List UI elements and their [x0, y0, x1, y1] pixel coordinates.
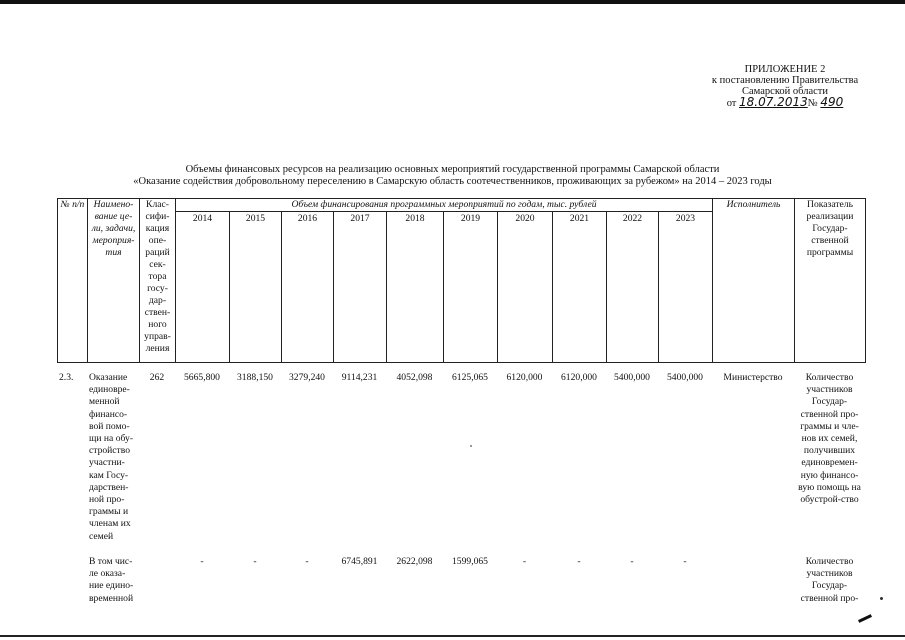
row-value: - — [577, 556, 581, 567]
approval-number-sign: № — [807, 98, 818, 109]
year-header: 2021 — [553, 212, 607, 363]
row-value: 5400,000 — [667, 372, 703, 383]
row-value: 6120,000 — [561, 372, 597, 383]
row-indicator: Количество участников Государ-ственной про-граммы и чле-нов их семей, получивших единовремен-ную финансо-вую помощь на обустрой-ство — [798, 372, 861, 506]
row-executor: Министерство — [723, 372, 783, 383]
approval-date-line — [700, 97, 870, 109]
row-value: - — [253, 556, 257, 567]
pen-mark — [858, 614, 872, 623]
bottom-border-line — [0, 635, 905, 637]
table-row — [57, 372, 865, 552]
row-value: - — [305, 556, 309, 567]
year-header: 2015 — [230, 212, 282, 363]
year-header: 2022 — [607, 212, 659, 363]
year-header: 2018 — [387, 212, 444, 363]
funding-table-body — [57, 372, 865, 605]
title-line-1: Объемы финансовых ресурсов на реализацию основных мероприятий государственной программы Самарской области — [185, 164, 720, 175]
row-name: В том чис-ле оказа-ние едино-временной — [89, 556, 134, 604]
header-class: Клас-сифи-кация опе-раций сек-тора госу-дар-ствен-ного управ-ления — [140, 199, 176, 363]
row-indicator: Количество участников Государ-ственной про- — [800, 556, 859, 604]
document-title — [60, 164, 845, 188]
row-value: - — [200, 556, 204, 567]
row-class — [139, 552, 175, 605]
header-executor: Исполнитель — [713, 199, 795, 363]
row-value: - — [630, 556, 634, 567]
row-value: 3188,150 — [237, 372, 273, 383]
year-header: 2023 — [659, 212, 713, 363]
year-header: 2017 — [334, 212, 387, 363]
approval-number: 490 — [820, 95, 844, 109]
row-num: 2.3. — [59, 372, 74, 383]
row-value: - — [522, 556, 527, 567]
row-value: 3279,240 — [289, 372, 325, 383]
row-value: 6120,000 — [506, 372, 543, 383]
row-class: 262 — [149, 372, 165, 383]
row-value: 6745,891 — [341, 556, 378, 567]
row-num — [57, 552, 87, 605]
year-header: 2020 — [498, 212, 553, 363]
row-value: 4052,098 — [396, 372, 433, 383]
approval-line-2: к постановлению Правительства — [711, 75, 859, 86]
row-value: - — [683, 556, 687, 567]
year-header: 2016 — [282, 212, 334, 363]
row-value: 6125,065 — [452, 372, 488, 383]
scan-speck — [470, 445, 472, 447]
year-header: 2014 — [176, 212, 230, 363]
header-funding: Объем финансирования программных мероприятий по годам, тыс. рублей — [176, 199, 713, 212]
title-line-2: «Оказание содействия добровольному переселению в Самарскую область соотечественников, проживающих за рубежом» на 2014 – 2023 годы — [133, 176, 772, 187]
row-name: Оказание единовре-менной финансо-вой помо-щи на обу-стройство участни-кам Госу-дарствен-ной про-граммы и членам их семей — [89, 372, 134, 542]
row-value: 2622,098 — [396, 556, 433, 567]
year-header: 2019 — [444, 212, 498, 363]
row-value: 5665,800 — [184, 372, 220, 383]
scan-speck — [880, 597, 883, 600]
approval-line-3: Самарской области — [742, 86, 828, 97]
row-value: 5400,000 — [614, 372, 650, 383]
row-executor — [712, 552, 794, 605]
top-border-line — [0, 0, 905, 4]
approval-date-prefix: от — [726, 98, 737, 109]
header-name: Наимено-вание це-ли, задачи, мероприя-тия — [88, 199, 140, 363]
row-value: 1599,065 — [452, 556, 488, 567]
table-row — [57, 552, 865, 605]
header-num: № п/п — [58, 199, 88, 363]
approval-date: 18.07.2013 — [739, 95, 808, 109]
row-value: 9114,231 — [341, 372, 378, 383]
header-indicator: Показатель реализации Государ-ственной программы — [795, 199, 866, 363]
approval-line-1: ПРИЛОЖЕНИЕ 2 — [744, 64, 826, 75]
approval-block — [700, 64, 870, 109]
funding-table-header — [57, 198, 866, 363]
